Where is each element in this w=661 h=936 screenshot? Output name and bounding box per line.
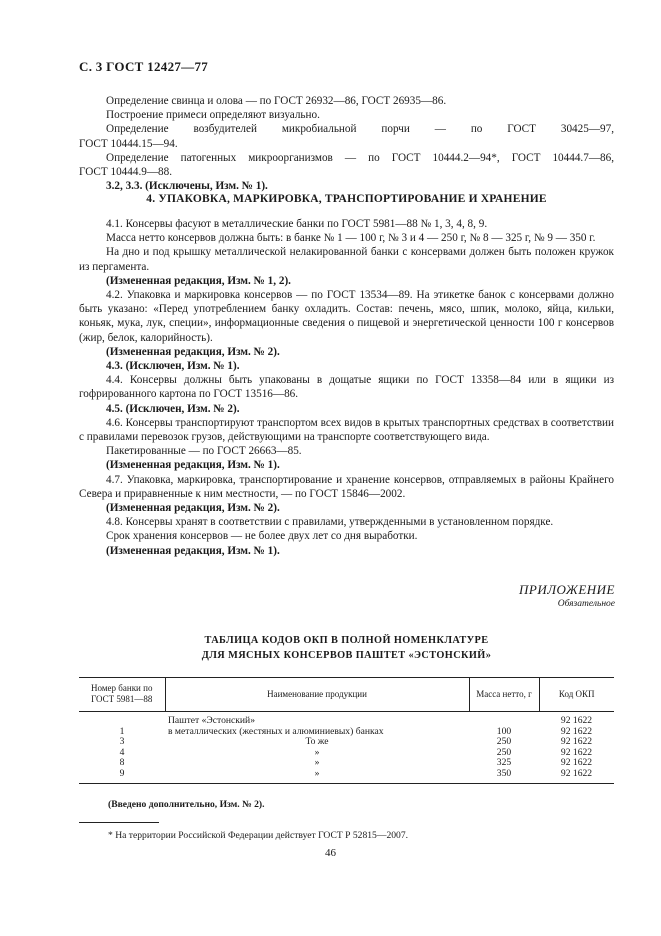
paragraph: Срок хранения консервов — не более двух лет со дня выработки. <box>106 530 418 543</box>
paragraph: 4.8. Консервы хранят в соответствии с правилами, утвержденными в установленном порядке. <box>106 516 554 529</box>
cell-code: 92 1622 <box>560 746 593 758</box>
amendment-note: (Введено дополнительно, Изм. № 2). <box>108 799 265 810</box>
paragraph: 4.7. Упаковка, маркировка, транспортирование и хранение консервов, отправляемых в районы Крайнего Севера и приравненные к ним местности, — по ГОСТ 15846—2002. <box>79 473 614 500</box>
appendix-subtitle: Обязательное <box>557 599 615 609</box>
cell-mass: 250 <box>496 736 512 748</box>
table-title <box>79 633 614 663</box>
paragraph: Определение патогенных микроорганизмов — по ГОСТ 10444.2—94*, ГОСТ 10444.7—86, <box>106 151 614 164</box>
paragraph: 4.3. (Исключен, Изм. № 1). <box>106 360 240 373</box>
header-code: Код ОКП <box>539 678 614 712</box>
appendix-title: ПРИЛОЖЕНИЕ <box>519 582 615 597</box>
cell-can-number: 9 <box>79 769 165 783</box>
cell-code: 92 1622 <box>560 725 593 737</box>
okp-codes-table <box>79 677 614 784</box>
page-header: С. 3 ГОСТ 12427—77 <box>79 59 209 74</box>
cell-product: » <box>165 769 469 783</box>
cell-code: 92 1622 <box>560 715 593 726</box>
cell-can-number: 8 <box>119 757 125 769</box>
table-row <box>79 712 614 727</box>
table-row <box>79 758 614 769</box>
cell-mass: 100 <box>496 725 512 737</box>
paragraph: (Измененная редакция, Изм. № 2). <box>106 345 280 358</box>
paragraph: 3.2, 3.3. (Исключены, Изм. № 1). <box>106 180 268 193</box>
cell-mass: 325 <box>496 757 512 769</box>
section-title: 4. УПАКОВКА, МАРКИРОВКА, ТРАНСПОРТИРОВАНИЕ И ХРАНЕНИЕ <box>146 193 547 205</box>
cell-product: » <box>314 757 320 769</box>
cell-can-number: 3 <box>119 736 125 748</box>
cell-product: То же <box>305 736 329 748</box>
footnote: * На территории Российской Федерации действует ГОСТ Р 52815—2007. <box>108 830 409 841</box>
cell-can-number: 4 <box>119 746 125 758</box>
cell-code: 92 1622 <box>539 769 614 783</box>
header-mass: Масса нетто, г <box>469 678 539 712</box>
cell-code: 92 1622 <box>560 757 593 769</box>
paragraph: 4.6. Консервы транспортируют транспортом всех видов в крытых транспортных средствах в соответствии с правилами перевозок грузов, действующими на транспорте соответствующего вида. <box>79 416 614 444</box>
top-text-block <box>79 94 614 193</box>
cell-can-number: 1 <box>119 725 125 737</box>
paragraph: (Измененная редакция, Изм. № 2). <box>106 502 280 515</box>
paragraph: Определение возбудителей микробиальной порчи — по ГОСТ 30425—97, <box>106 123 614 136</box>
paragraph: (Измененная редакция, Изм. № 1). <box>106 459 280 472</box>
cell-can-number <box>79 712 165 727</box>
header-product: Наименование продукции <box>165 678 469 712</box>
table-title-line-1: ТАБЛИЦА КОДОВ ОКП В ПОЛНОЙ НОМЕНКЛАТУРЕ <box>204 635 489 646</box>
paragraph: 4.4. Консервы должны быть упакованы в дощатые ящики по ГОСТ 13358—84 или в ящики из гофрированного картона по ГОСТ 13516—86. <box>79 374 614 401</box>
footnote-divider <box>79 822 159 823</box>
section-body <box>79 217 614 558</box>
paragraph: На дно и под крышку металлической нелакированной банки с консервами должен быть положен кружок из пергамента. <box>79 246 614 273</box>
cell-product: Паштет «Эстонский» <box>168 715 255 726</box>
paragraph: (Измененная редакция, Изм. № 1, 2). <box>106 274 291 287</box>
paragraph: 4.1. Консервы фасуют в металлические банки по ГОСТ 5981—88 № 1, 3, 4, 8, 9. <box>106 218 488 230</box>
table-row <box>79 727 614 738</box>
paragraph: Масса нетто консервов должна быть: в банке № 1 — 100 г, № 3 и 4 — 250 г, № 8 — 325 г, № 9 — 350 г. <box>106 232 596 245</box>
paragraph: ГОСТ 10444.15—94. <box>79 137 178 150</box>
header-can-number: Номер банки по ГОСТ 5981—88 <box>79 678 165 712</box>
table-row <box>79 769 614 783</box>
paragraph: (Измененная редакция, Изм. № 1). <box>106 544 280 557</box>
table-row <box>79 737 614 748</box>
cell-mass: 350 <box>469 769 539 783</box>
table-row <box>79 748 614 759</box>
cell-mass: 250 <box>496 746 512 758</box>
cell-code: 92 1622 <box>560 736 593 748</box>
paragraph: 4.2. Упаковка и маркировка консервов — по ГОСТ 13534—89. На этикетке банок с консервами должно быть указано: «Перед употреблением банку охладить. Состав: печень, мясо, шпик, молоко, яйца, кильки, коньяк, мука, лук, специи», информационные сведения о пищевой и энергетической ценности 100 г консервов (жир, белок, калорийность). <box>79 289 614 344</box>
paragraph: Построение примеси определяют визуально. <box>106 109 320 122</box>
page-number: 46 <box>325 847 336 859</box>
table-title-line-2: ДЛЯ МЯСНЫХ КОНСЕРВОВ ПАШТЕТ «ЭСТОНСКИЙ» <box>201 650 492 661</box>
cell-product: » <box>314 746 320 758</box>
cell-product: в металлических (жестяных и алюминиевых) банках <box>168 725 384 737</box>
appendix-label <box>519 582 615 609</box>
table-header-row <box>79 678 614 712</box>
paragraph: Определение свинца и олова — по ГОСТ 26932—86, ГОСТ 26935—86. <box>106 95 447 107</box>
paragraph: 4.5. (Исключен, Изм. № 2). <box>106 402 240 415</box>
cell-mass <box>469 712 539 727</box>
paragraph: ГОСТ 10444.9—88. <box>79 166 173 179</box>
paragraph: Пакетированные — по ГОСТ 26663—85. <box>106 445 302 458</box>
